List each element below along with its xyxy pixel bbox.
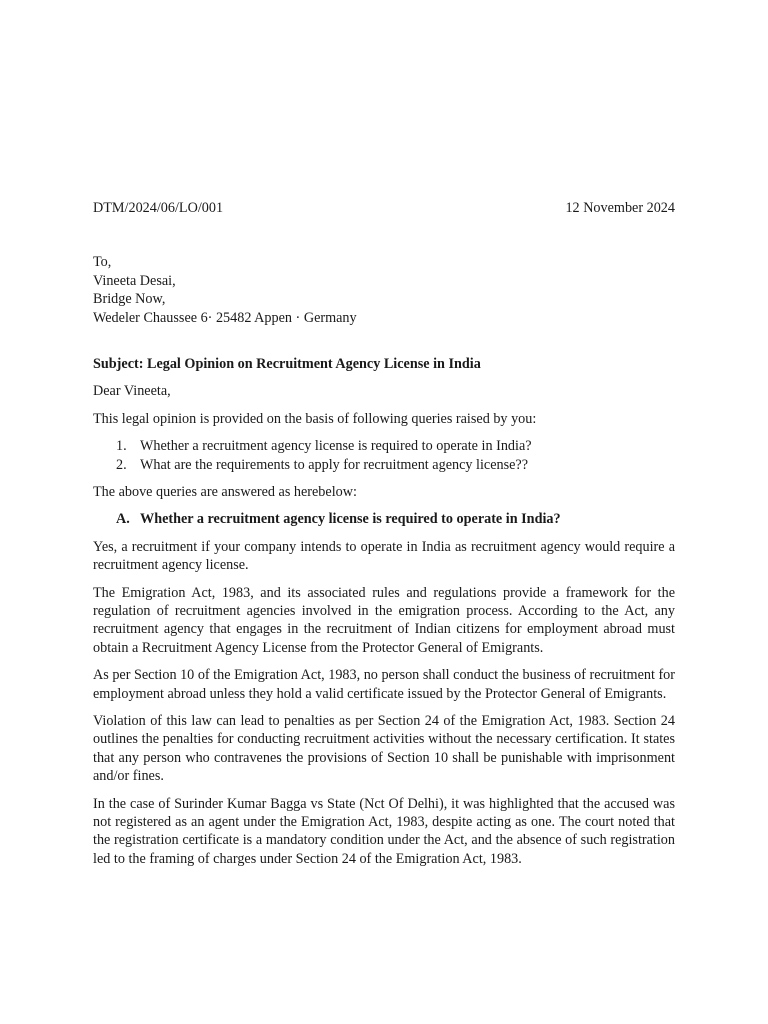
recipient-address	[93, 253, 675, 327]
recipient-name: Vineeta Desai,	[93, 272, 176, 289]
queries-list	[93, 437, 675, 474]
paragraph: Violation of this law can lead to penalties as per Section 24 of the Emigration Act, 1983. Section 24 outlines the penalties for conducting recruitment activities without the necessary certification. It states that any person who contravenes the provisions of Section 10 shall be punishable with imprisonment and/or fines.	[93, 713, 675, 785]
list-text: What are the requirements to apply for recruitment agency license??	[140, 456, 529, 473]
letter-page	[93, 199, 675, 868]
salutation: Dear Vineeta,	[93, 383, 171, 400]
section-a-heading	[93, 510, 675, 528]
reference-row	[93, 199, 675, 217]
list-item	[93, 456, 675, 474]
paragraph: The Emigration Act, 1983, and its associated rules and regulations provide a framework for the regulation of recruitment agencies involved in the emigration process. According to the Act, any recruitment agency that engages in the recruitment of Indian citizens for employment abroad must obtain a Recruitment Agency License from the Protector General of Emigrants.	[93, 584, 675, 656]
list-number: 1.	[116, 438, 127, 455]
reference-number: DTM/2024/06/LO/001	[93, 200, 224, 216]
letter-date: 12 November 2024	[565, 200, 675, 216]
recipient-street: Wedeler Chaussee 6· 25482 Appen · Germany	[93, 309, 357, 326]
intro-text: This legal opinion is provided on the basis of following queries raised by you:	[93, 410, 537, 427]
section-letter: A.	[116, 511, 130, 528]
section-title: Whether a recruitment agency license is required to operate in India?	[140, 511, 561, 528]
answered-intro: The above queries are answered as herebelow:	[93, 483, 357, 500]
recipient-company: Bridge Now,	[93, 291, 166, 308]
paragraph: As per Section 10 of the Emigration Act, 1983, no person shall conduct the business of recruitment for employment abroad unless they hold a valid certificate issued by the Protector General of Emigrants.	[93, 667, 675, 702]
paragraph: Yes, a recruitment if your company intends to operate in India as recruitment agency would require a recruitment agency license.	[93, 538, 675, 574]
address-to: To,	[93, 254, 112, 271]
list-number: 2.	[116, 456, 127, 473]
list-item	[93, 437, 675, 455]
paragraph: In the case of Surinder Kumar Bagga vs State (Nct Of Delhi), it was highlighted that the accused was not registered as an agent under the Emigration Act, 1983, despite acting as one. The court noted that the registration certificate is a mandatory condition under the Act, and the absence of such registration led to the framing of charges under Section 24 of the Emigration Act, 1983.	[93, 795, 675, 867]
subject-line: Subject: Legal Opinion on Recruitment Agency License in India	[93, 355, 481, 372]
list-text: Whether a recruitment agency license is required to operate in India?	[140, 438, 532, 455]
